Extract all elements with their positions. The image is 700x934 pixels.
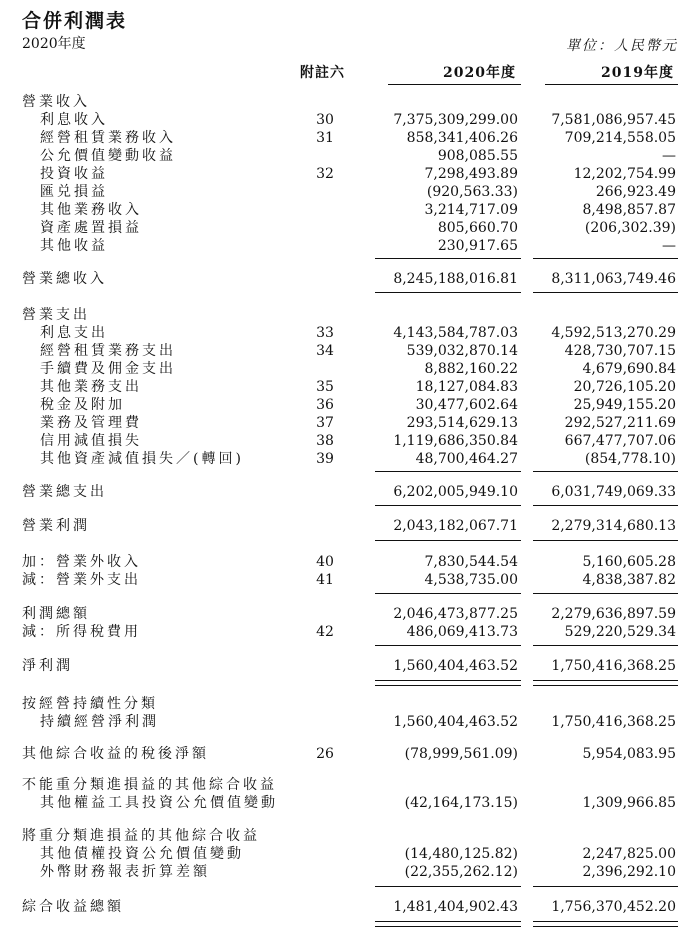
- rule-line-2019: [533, 593, 678, 594]
- table-row: [0, 517, 700, 535]
- table-row: [0, 306, 700, 324]
- row-value-2020: 2,046,473,877.25: [393, 606, 518, 622]
- row-value-2019: 1,756,370,452.20: [551, 899, 676, 915]
- row-label: 利潤總額: [22, 606, 90, 622]
- table-row: [0, 237, 700, 255]
- row-value-2019: 4,838,387.82: [582, 572, 676, 588]
- row-note: 40: [316, 554, 334, 570]
- row-label: 其他業務收入: [40, 202, 142, 218]
- row-note: 31: [316, 130, 334, 146]
- row-value-2020: 230,917.65: [437, 238, 518, 254]
- rule-line-2019: [533, 886, 678, 887]
- period-label: 2020年度: [22, 36, 86, 52]
- row-label: 加：營業外收入: [22, 554, 141, 570]
- row-label: 其他業務支出: [40, 379, 142, 395]
- row-value-2019: —: [662, 238, 676, 254]
- rule-line-2020: [375, 593, 521, 594]
- row-value-2019: 20,726,105.20: [573, 379, 676, 395]
- rule-line-2020: [375, 292, 521, 293]
- table-row: [0, 342, 700, 360]
- row-value-2019: 2,396,292.10: [582, 864, 676, 880]
- rule-line-2019: [533, 471, 678, 472]
- table-row: [0, 863, 700, 881]
- row-note: 41: [316, 572, 334, 588]
- row-value-2019: 667,477,707.06: [564, 433, 676, 449]
- row-value-2020: 3,214,717.09: [424, 202, 518, 218]
- table-row: [0, 623, 700, 641]
- row-value-2019: 8,311,063,749.46: [551, 271, 676, 287]
- row-value-2019: 8,498,857.87: [582, 202, 676, 218]
- row-label: 其他收益: [40, 238, 108, 254]
- row-note: 26: [316, 746, 334, 762]
- row-label: 稅金及附加: [40, 397, 125, 413]
- rule-line-2019: [533, 540, 678, 541]
- row-label: 按經營持續性分類: [22, 696, 158, 712]
- row-value-2020: 7,298,493.89: [424, 166, 518, 182]
- row-value-2019: 266,923.49: [595, 184, 676, 200]
- table-row: [0, 571, 700, 589]
- row-label: 其他權益工具投資公允價值變動: [40, 795, 278, 811]
- row-value-2019: 25,949,155.20: [573, 397, 676, 413]
- row-value-2020: 30,477,602.64: [415, 397, 518, 413]
- table-row: [0, 219, 700, 237]
- row-value-2020: 7,830,544.54: [424, 554, 518, 570]
- table-row: [0, 414, 700, 432]
- row-value-2019: 6,031,749,069.33: [551, 484, 676, 500]
- rule-line-2020: [375, 540, 521, 541]
- row-value-2019: 709,214,558.05: [564, 130, 676, 146]
- table-row: [0, 183, 700, 201]
- table-row: [0, 553, 700, 571]
- row-value-2019: —: [662, 148, 676, 164]
- row-label: 外幣財務報表折算差額: [40, 864, 210, 880]
- row-value-2019: 292,527,211.69: [564, 415, 676, 431]
- row-value-2020: 2,043,182,067.71: [393, 518, 518, 534]
- row-label: 不能重分類進損益的其他綜合收益: [22, 777, 277, 793]
- row-label: 利息支出: [40, 325, 108, 341]
- row-value-2020: (22,355,262.12): [404, 864, 518, 880]
- row-value-2020: 7,375,309,299.00: [393, 112, 518, 128]
- row-note: 33: [316, 325, 334, 341]
- rule-line-2020: [375, 505, 521, 506]
- row-value-2020: (920,563.33): [426, 184, 518, 200]
- row-value-2020: (78,999,561.09): [404, 746, 518, 762]
- row-note: 39: [316, 451, 334, 467]
- table-row: [0, 111, 700, 129]
- table-row: [0, 378, 700, 396]
- row-value-2020: 8,882,160.22: [424, 361, 518, 377]
- rule-line-2020: [375, 926, 521, 927]
- table-row: [0, 324, 700, 342]
- row-value-2020: 18,127,084.83: [415, 379, 518, 395]
- table-row: [0, 147, 700, 165]
- row-label: 資產處置損益: [40, 220, 142, 236]
- row-label: 信用減值損失: [40, 433, 142, 449]
- row-value-2019: 5,160,605.28: [582, 554, 676, 570]
- header-underline-2019: [545, 84, 678, 85]
- table-row: [0, 776, 700, 794]
- row-note: 30: [316, 112, 334, 128]
- row-label: 減：所得稅費用: [22, 624, 141, 640]
- row-value-2019: 1,309,966.85: [582, 795, 676, 811]
- row-note: 38: [316, 433, 334, 449]
- row-value-2020: (14,480,125.82): [404, 846, 518, 862]
- rule-line-2020: [375, 258, 521, 259]
- row-value-2019: 2,279,314,680.13: [551, 518, 676, 534]
- row-note: 42: [316, 624, 334, 640]
- row-value-2020: (42,164,173.15): [404, 795, 518, 811]
- row-label: 公允價值變動收益: [40, 148, 176, 164]
- row-label: 將重分類進損益的其他綜合收益: [22, 828, 260, 844]
- table-row: [0, 201, 700, 219]
- rule-line-2019: [533, 921, 678, 922]
- rule-line-2020: [375, 645, 521, 646]
- table-row: [0, 270, 700, 288]
- table-row: [0, 432, 700, 450]
- row-value-2019: (854,778.10): [584, 451, 676, 467]
- currency-unit-label: 單位：人民幣元: [566, 38, 678, 54]
- table-row: [0, 713, 700, 731]
- row-note: 36: [316, 397, 334, 413]
- row-value-2019: 2,279,636,897.59: [551, 606, 676, 622]
- row-label: 持續經營淨利潤: [40, 714, 159, 730]
- table-row: [0, 129, 700, 147]
- rule-line-2019: [533, 680, 678, 681]
- row-value-2019: 4,592,513,270.29: [551, 325, 676, 341]
- row-label: 匯兑損益: [40, 184, 108, 200]
- rule-line-2020: [375, 680, 521, 681]
- rule-line-2019: [533, 926, 678, 927]
- table-row: [0, 483, 700, 501]
- row-value-2020: 539,032,870.14: [406, 343, 518, 359]
- row-value-2020: 1,481,404,902.43: [393, 899, 518, 915]
- rule-line-2019: [533, 505, 678, 506]
- row-note: 35: [316, 379, 334, 395]
- row-label: 淨利潤: [22, 658, 73, 674]
- row-label: 其他綜合收益的稅後淨額: [22, 746, 209, 762]
- column-header-note: 附註六: [300, 65, 345, 81]
- table-row: [0, 695, 700, 713]
- row-value-2019: 4,679,690.84: [582, 361, 676, 377]
- table-row: [0, 794, 700, 812]
- row-value-2020: 486,069,413.73: [406, 624, 518, 640]
- row-value-2020: 908,085.55: [437, 148, 518, 164]
- row-value-2020: 293,514,629.13: [406, 415, 518, 431]
- rule-line-2020: [375, 471, 521, 472]
- rule-line-2020: [375, 685, 521, 686]
- row-label: 減：營業外支出: [22, 572, 141, 588]
- row-note: 32: [316, 166, 334, 182]
- row-label: 手續費及佣金支出: [40, 361, 176, 377]
- table-row: [0, 745, 700, 763]
- row-label: 其他債權投資公允價值變動: [40, 846, 244, 862]
- column-header-2019: 2019年度: [601, 65, 674, 81]
- rule-line-2019: [533, 685, 678, 686]
- table-row: [0, 605, 700, 623]
- row-value-2020: 858,341,406.26: [406, 130, 518, 146]
- page-title: 合併利潤表: [22, 10, 128, 32]
- table-row: [0, 657, 700, 675]
- row-value-2020: 48,700,464.27: [415, 451, 518, 467]
- row-value-2020: 1,560,404,463.52: [393, 714, 518, 730]
- row-value-2019: 12,202,754.99: [573, 166, 676, 182]
- row-label: 營業總收入: [22, 271, 107, 287]
- table-row: [0, 360, 700, 378]
- row-label: 其他資產減值損失／(轉回): [40, 451, 244, 467]
- column-header-2020: 2020年度: [443, 65, 516, 81]
- row-value-2019: 1,750,416,368.25: [551, 714, 676, 730]
- rule-line-2019: [533, 258, 678, 259]
- table-row: [0, 898, 700, 916]
- row-label: 利息收入: [40, 112, 108, 128]
- row-value-2019: 2,247,825.00: [582, 846, 676, 862]
- row-value-2020: 1,119,686,350.84: [393, 433, 518, 449]
- row-value-2019: 5,954,083.95: [582, 746, 676, 762]
- row-value-2020: 4,538,735.00: [424, 572, 518, 588]
- table-row: [0, 827, 700, 845]
- table-row: [0, 396, 700, 414]
- header-underline-2020: [388, 84, 521, 85]
- table-row: [0, 845, 700, 863]
- row-label: 業務及管理費: [40, 415, 142, 431]
- table-row: [0, 450, 700, 468]
- row-label: 營業總支出: [22, 484, 107, 500]
- row-value-2020: 4,143,584,787.03: [393, 325, 518, 341]
- table-row: [0, 93, 700, 111]
- row-label: 營業收入: [22, 94, 90, 110]
- row-value-2020: 6,202,005,949.10: [393, 484, 518, 500]
- table-row: [0, 165, 700, 183]
- rule-line-2020: [375, 886, 521, 887]
- row-note: 37: [316, 415, 334, 431]
- rule-line-2019: [533, 645, 678, 646]
- row-note: 34: [316, 343, 334, 359]
- row-label: 綜合收益總額: [22, 899, 124, 915]
- row-value-2019: 1,750,416,368.25: [551, 658, 676, 674]
- rule-line-2020: [375, 921, 521, 922]
- row-value-2019: (206,302.39): [584, 220, 676, 236]
- row-value-2019: 7,581,086,957.45: [551, 112, 676, 128]
- row-label: 經營租賃業務收入: [40, 130, 176, 146]
- rule-line-2019: [533, 292, 678, 293]
- row-value-2019: 428,730,707.15: [564, 343, 676, 359]
- row-value-2019: 529,220,529.34: [564, 624, 676, 640]
- row-value-2020: 8,245,188,016.81: [393, 271, 518, 287]
- row-label: 經營租賃業務支出: [40, 343, 176, 359]
- row-label: 營業利潤: [22, 518, 90, 534]
- row-value-2020: 1,560,404,463.52: [393, 658, 518, 674]
- row-value-2020: 805,660.70: [437, 220, 518, 236]
- row-label: 營業支出: [22, 307, 90, 323]
- row-label: 投資收益: [40, 166, 108, 182]
